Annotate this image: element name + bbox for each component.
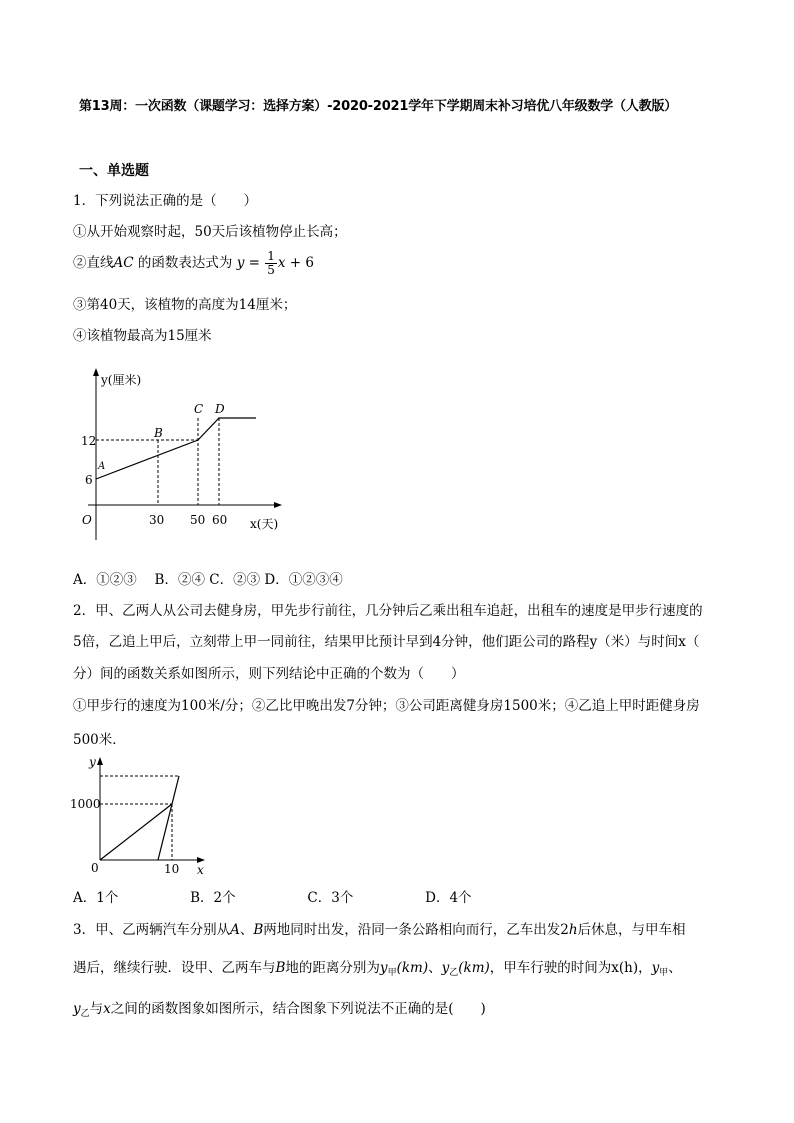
q1-options: A．①②③ B．②④ C．②③ D．①②③④ xyxy=(73,572,343,588)
q3-l2-a: 遇后，继续行驶．设甲、乙两车与 xyxy=(73,960,276,976)
q1-s2-eq: = xyxy=(244,255,265,271)
q3-l2-y2: y xyxy=(441,960,450,976)
section-heading: 一、单选题 xyxy=(79,163,149,179)
q3-l3-sub: 乙 xyxy=(80,1009,90,1019)
q1-y-tick-6: 6 xyxy=(85,473,93,487)
q1-s2-mid: 的函数表达式为 xyxy=(133,255,237,271)
q2-graph xyxy=(66,752,216,878)
q1-statement-2 xyxy=(73,250,314,277)
q3-l1-A: A xyxy=(230,922,240,938)
q1-x-label: x(天) xyxy=(250,517,279,531)
q1-x-arrow xyxy=(274,502,282,508)
q2-line-3: 分）间的函数关系如图所示，则下列结论中正确的个数为（ ） xyxy=(73,666,465,682)
q1-point-b: B xyxy=(154,426,163,440)
q3-l2-c: 、 xyxy=(428,960,442,976)
q1-fraction-den: 5 xyxy=(267,263,275,277)
q3-l2-u2: (km) xyxy=(458,960,490,976)
q1-point-a: A xyxy=(98,461,106,472)
q1-graph xyxy=(70,362,290,552)
q1-stem: 1．下列说法正确的是（ ） xyxy=(73,193,258,209)
q3-l3-y: y xyxy=(73,1001,81,1017)
q3-l3-b: 之间的函数图象如图所示，结合图象下列说法不正确的是( ) xyxy=(110,1001,486,1017)
q1-fraction-num: 1 xyxy=(267,249,275,263)
q2-line-1: 2．甲、乙两人从公司去健身房，甲先步行前往，几分钟后乙乘出租车追赶，出租车的速度是甲步行速度的 xyxy=(73,603,703,619)
q3-line-1 xyxy=(73,918,686,938)
q1-origin-label: O xyxy=(82,513,92,527)
q3-l1-B: B xyxy=(253,922,264,938)
q1-point-c: C xyxy=(194,402,204,416)
q1-y-label: y(厘米) xyxy=(101,373,142,387)
q3-line-2 xyxy=(73,956,682,978)
q1-point-d: D xyxy=(215,402,225,416)
q1-s2-var: AC xyxy=(113,255,134,271)
q1-x-tick-60: 60 xyxy=(212,513,228,527)
q3-l2-B: B xyxy=(275,960,286,976)
q2-options: A．1个 B．2个 C．3个 D．4个 xyxy=(73,890,472,906)
q2-y-arrow xyxy=(97,757,103,765)
q1-statement-3: ③第40天，该植物的高度为14厘米； xyxy=(73,297,297,313)
q3-l2-b: 地的距离分别为 xyxy=(285,960,380,976)
q1-statement-4: ④该植物最高为15厘米 xyxy=(73,328,212,344)
q3-line-3 xyxy=(73,997,486,1019)
q1-s2-x: x xyxy=(277,255,286,271)
q1-x-tick-50: 50 xyxy=(190,513,206,527)
q1-s2-tail: + 6 xyxy=(285,255,314,271)
q2-line-2: 5倍，乙追上甲后，立刻带上甲一同前往，结果甲比预计早到4分钟，他们距公司的路程y（米）与时间x（ xyxy=(73,634,700,650)
q3-l1-b: 、 xyxy=(239,922,254,938)
q2-walker-line xyxy=(100,804,172,860)
q3-l1-a: 3．甲、乙两辆汽车分别从 xyxy=(73,922,231,938)
page-title: 第13周：一次函数（课题学习：选择方案）-2020-2021学年下学期周末补习培优八年级数学（人教版） xyxy=(79,99,678,114)
q2-x-tick-10: 10 xyxy=(164,862,180,876)
q3-l2-u1: (km) xyxy=(396,960,429,976)
q3-l2-sub3: 甲 xyxy=(659,968,669,978)
q3-l1-h: h xyxy=(568,922,578,938)
q1-s2-prefix: ②直线 xyxy=(73,255,114,271)
q2-taxi-line xyxy=(158,776,179,860)
q2-line-4: ①甲步行的速度为100米/分；②乙比甲晚出发7分钟；③公司距离健身房1500米；④乙追上甲时距健身房 xyxy=(73,698,700,714)
q1-statement-1: ①从开始观察时起，50天后该植物停止长高； xyxy=(73,224,347,240)
q2-origin-label: 0 xyxy=(91,861,99,875)
q1-y-arrow xyxy=(93,368,99,376)
q2-y-label: y xyxy=(89,755,96,769)
q3-l2-sub1: 甲 xyxy=(387,968,397,978)
q3-l2-y3: y xyxy=(651,960,660,976)
q2-x-label: x xyxy=(197,863,204,877)
q1-fraction xyxy=(265,250,277,277)
q3-l3-a: 与 xyxy=(89,1001,104,1017)
q2-y-tick-1000: 1000 xyxy=(70,797,101,811)
q3-l1-d: 后休息，与甲车相 xyxy=(577,922,686,938)
q1-s2-y: y xyxy=(236,255,245,271)
q3-l2-y1: y xyxy=(379,960,388,976)
q3-l2-e: 、 xyxy=(668,960,682,976)
q3-l2-sub2: 乙 xyxy=(449,968,459,978)
q3-l2-d: ，甲车行驶的时间为x(h)， xyxy=(489,960,652,976)
q3-l1-c: 两地同时出发，沿同一条公路相向而行，乙车出发2 xyxy=(263,922,569,938)
q3-l3-x: x xyxy=(103,1001,111,1017)
q1-x-tick-30: 30 xyxy=(149,513,165,527)
q1-y-tick-12: 12 xyxy=(81,434,97,448)
q2-line-5: 500米． xyxy=(73,732,126,748)
q1-graph-line xyxy=(96,418,256,479)
